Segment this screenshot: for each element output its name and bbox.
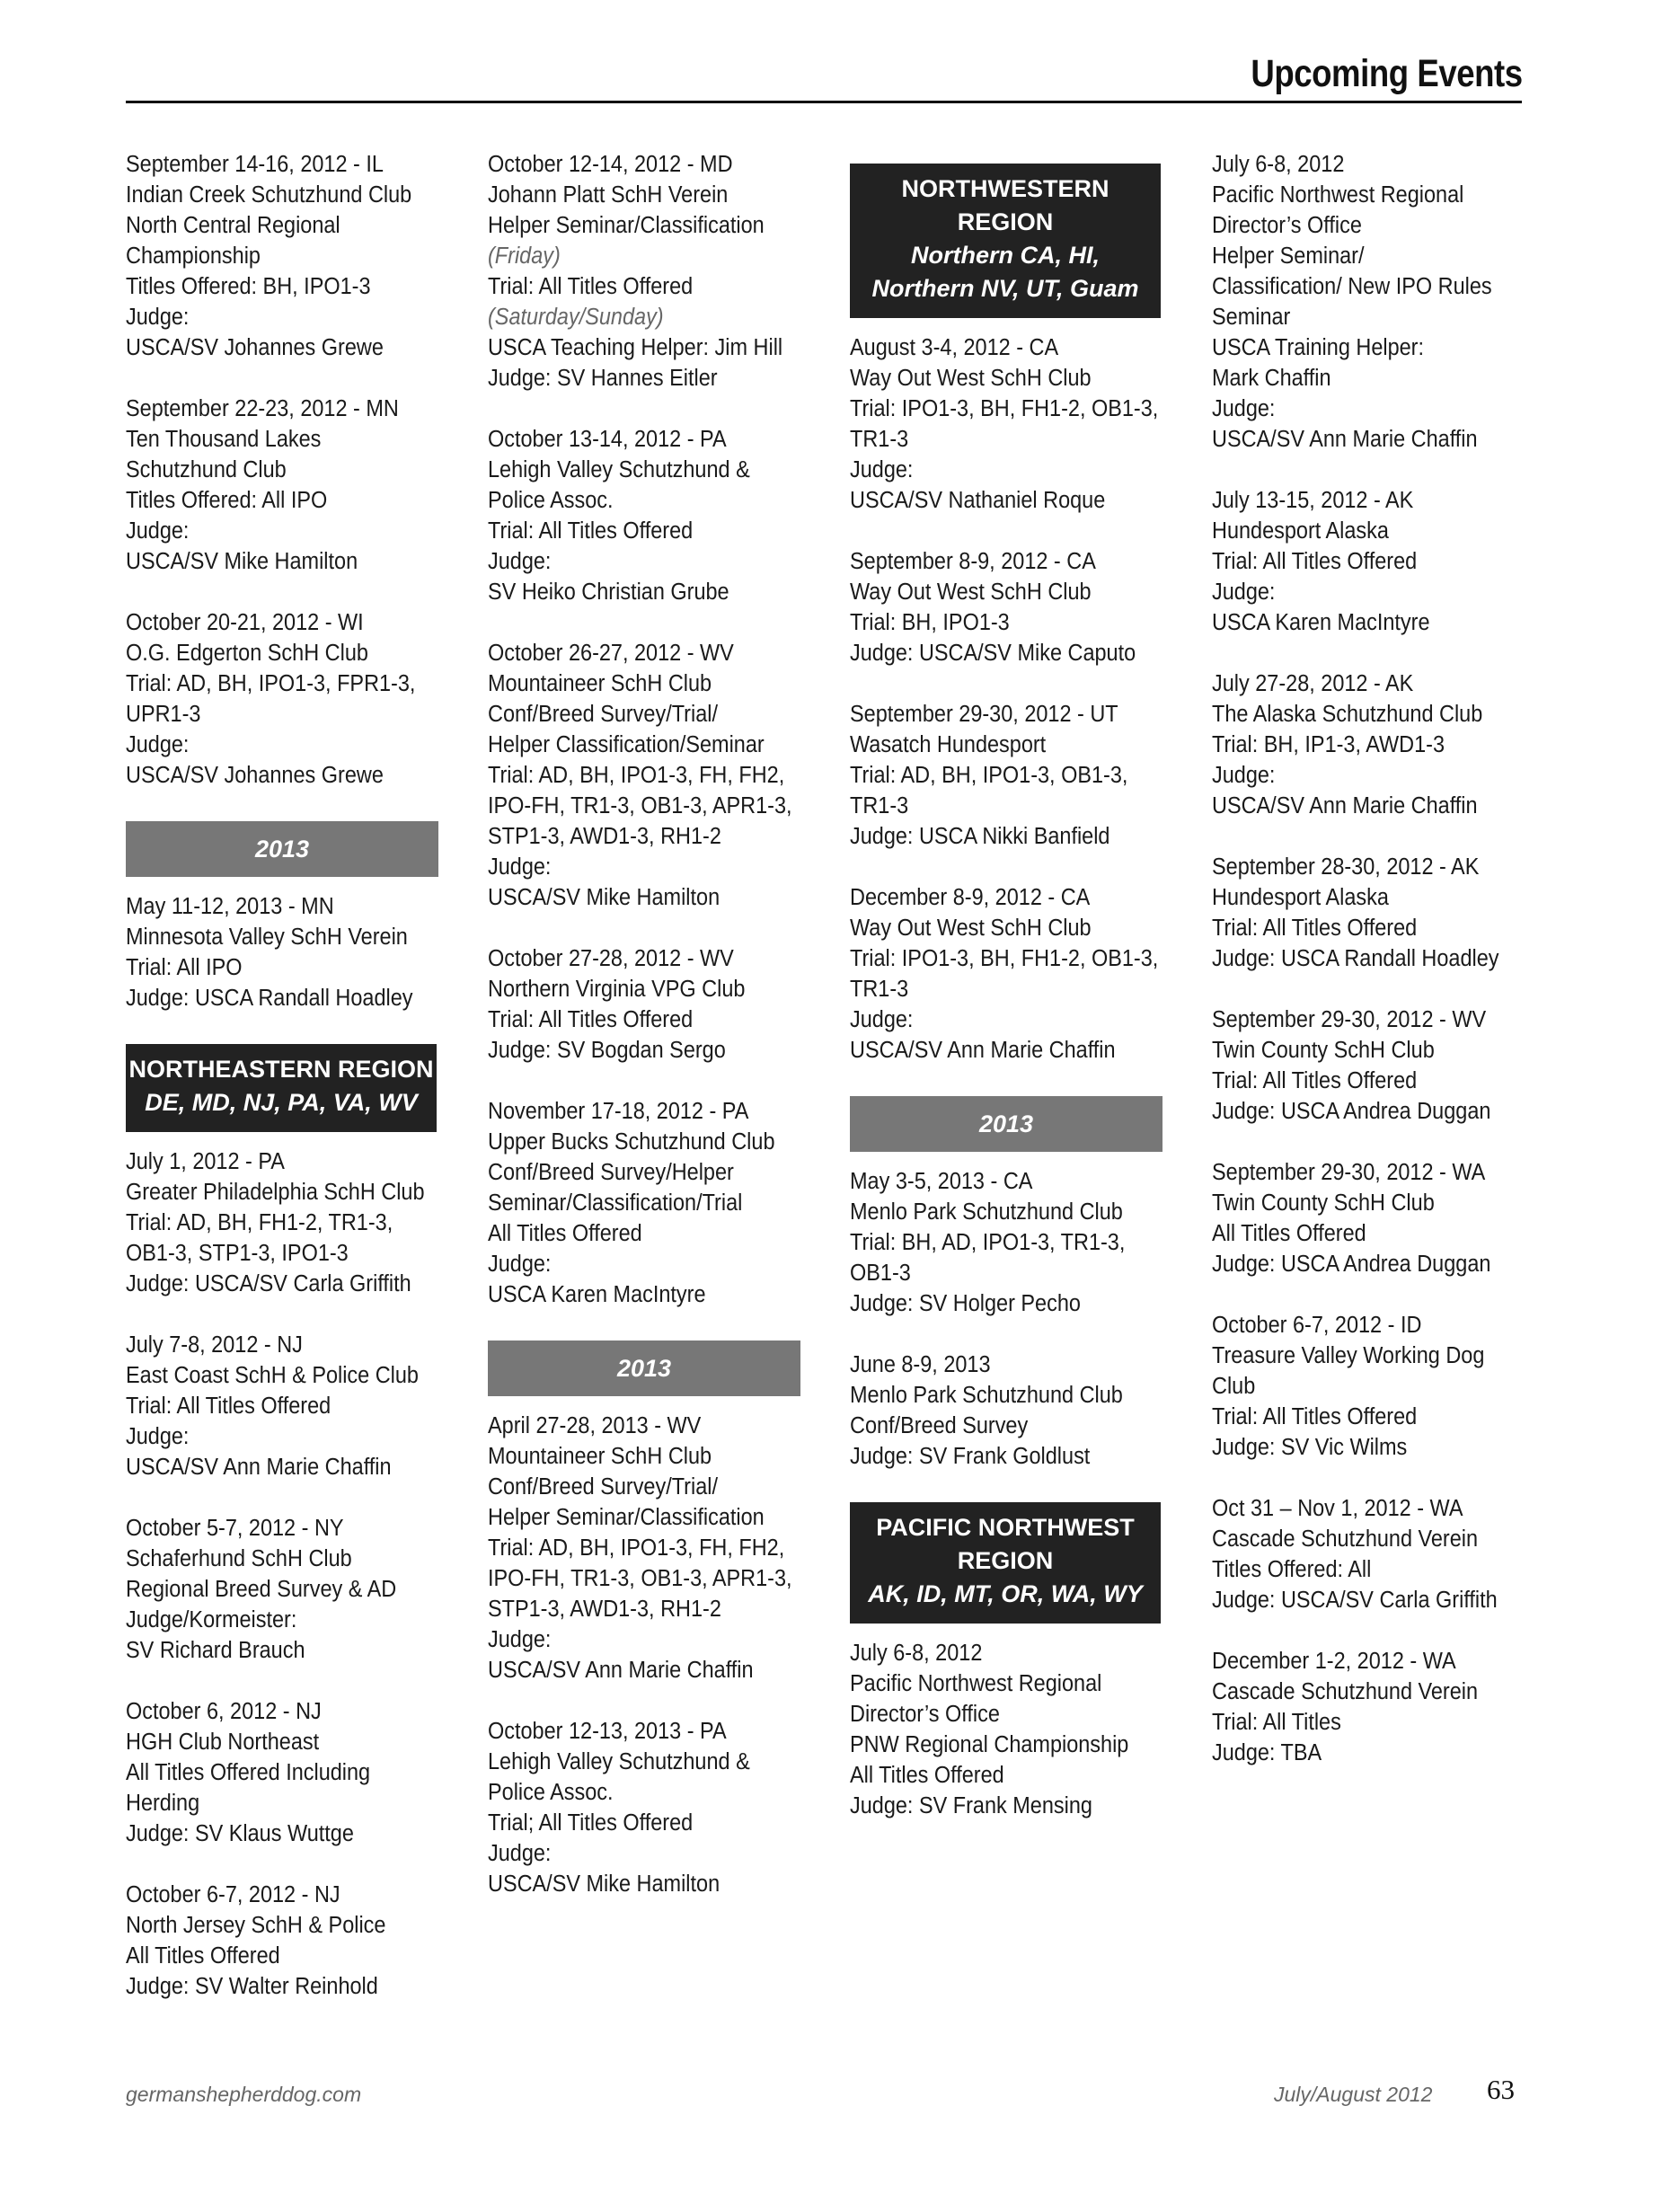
event-detail-line: UPR1-3 bbox=[126, 702, 201, 727]
event-detail-line: Trial: All Titles Offered bbox=[1212, 1068, 1418, 1093]
event-date: October 20-21, 2012 - WI bbox=[126, 610, 364, 635]
event-detail-line: All Titles Offered bbox=[850, 1763, 1004, 1788]
event-detail-line: Judge: bbox=[488, 1627, 552, 1652]
event-detail-line: Lehigh Valley Schutzhund & bbox=[488, 457, 750, 482]
event-date: October 12-14, 2012 - MD bbox=[488, 152, 733, 177]
event-detail-line: Trial: All Titles Offered bbox=[1212, 916, 1418, 941]
event-listing bbox=[126, 891, 442, 1013]
event-detail-line: Judge: SV Hannes Eitler bbox=[488, 366, 718, 391]
event-detail-line: Conf/Breed Survey/Trial/ bbox=[488, 702, 718, 727]
event-date: September 29-30, 2012 - WA bbox=[1212, 1160, 1486, 1185]
year-divider: 2013 bbox=[126, 821, 438, 877]
event-detail-line: SV Heiko Christian Grube bbox=[488, 580, 729, 605]
event-detail-line: Trial: AD, BH, IPO1-3, FH, FH2, bbox=[488, 1535, 785, 1561]
footer-website: germanshepherddog.com bbox=[126, 2083, 362, 2106]
event-detail-line: Championship bbox=[126, 243, 261, 269]
event-detail-line: Trial: All Titles Offered bbox=[126, 1394, 332, 1419]
event-date: October 5-7, 2012 - NY bbox=[126, 1516, 344, 1541]
event-detail-line: Judge: bbox=[1212, 763, 1276, 788]
event-detail-line: Conf/Breed Survey bbox=[850, 1413, 1029, 1438]
event-detail-line: Way Out West SchH Club bbox=[850, 916, 1092, 941]
event-detail-line: Upper Bucks Schutzhund Club bbox=[488, 1129, 775, 1155]
event-detail-line: USCA Teaching Helper: Jim Hill bbox=[488, 335, 783, 360]
event-detail-line: All Titles Offered bbox=[488, 1221, 642, 1246]
event-detail-line: Minnesota Valley SchH Verein bbox=[126, 925, 408, 950]
event-detail-line: Judge: USCA Randall Hoadley bbox=[126, 986, 413, 1011]
event-detail-line: Judge: bbox=[126, 732, 190, 757]
event-date: September 29-30, 2012 - UT bbox=[850, 702, 1118, 727]
event-listing bbox=[126, 1330, 442, 1482]
event-detail-line: TR1-3 bbox=[850, 793, 909, 818]
event-detail-line: USCA/SV Ann Marie Chaffin bbox=[488, 1658, 754, 1683]
event-listing bbox=[850, 1349, 1166, 1472]
event-detail-line: USCA/SV Johannes Grewe bbox=[126, 763, 384, 788]
event-detail-line: Trial: AD, BH, IPO1-3, OB1-3, bbox=[850, 763, 1128, 788]
event-listing bbox=[1212, 485, 1528, 638]
event-detail-line: Judge: SV Walter Reinhold bbox=[126, 1974, 378, 1999]
event-detail-line: Trial: All Titles Offered bbox=[1212, 549, 1418, 574]
event-detail-line: Trial: BH, IP1-3, AWD1-3 bbox=[1212, 732, 1445, 757]
event-date: October 6, 2012 - NJ bbox=[126, 1699, 322, 1724]
event-detail-line: USCA/SV Ann Marie Chaffin bbox=[850, 1038, 1116, 1063]
event-detail-line: All Titles Offered bbox=[1212, 1221, 1366, 1246]
event-detail-line: OB1-3, STP1-3, IPO1-3 bbox=[126, 1241, 349, 1266]
region-header bbox=[850, 1502, 1161, 1624]
event-detail-line: Menlo Park Schutzhund Club bbox=[850, 1199, 1123, 1225]
column-1 bbox=[126, 149, 442, 2032]
event-detail-line: Trial: AD, BH, FH1-2, TR1-3, bbox=[126, 1210, 393, 1235]
event-detail-line: Judge: SV Holger Pecho bbox=[850, 1291, 1081, 1316]
event-detail-line: Trial: AD, BH, IPO1-3, FPR1-3, bbox=[126, 671, 416, 696]
event-listing bbox=[126, 1513, 442, 1666]
event-detail-line: Hundesport Alaska bbox=[1212, 518, 1389, 544]
event-listing bbox=[850, 699, 1166, 852]
event-detail-line: Seminar/Classification/Trial bbox=[488, 1190, 743, 1216]
event-date: November 17-18, 2012 - PA bbox=[488, 1099, 749, 1124]
event-listing bbox=[126, 149, 442, 363]
region-states: Northern CA, HI, bbox=[910, 242, 1100, 269]
column-3 bbox=[850, 149, 1166, 1852]
event-date: August 3-4, 2012 - CA bbox=[850, 335, 1059, 360]
event-detail-line: Trial: IPO1-3, BH, FH1-2, OB1-3, bbox=[850, 396, 1159, 421]
event-detail-line: USCA/SV Mike Hamilton bbox=[488, 885, 720, 910]
event-date: September 22-23, 2012 - MN bbox=[126, 396, 399, 421]
event-detail-line: Helper Seminar/Classification bbox=[488, 1505, 765, 1530]
event-listing bbox=[850, 546, 1166, 668]
page-title: Upcoming Events bbox=[1251, 52, 1523, 95]
event-detail-line: Ten Thousand Lakes bbox=[126, 427, 322, 452]
event-detail-line: USCA/SV Mike Hamilton bbox=[488, 1871, 720, 1897]
event-detail-line: USCA Karen MacIntyre bbox=[1212, 610, 1430, 635]
event-detail-line: Judge/Kormeister: bbox=[126, 1607, 297, 1632]
event-detail-line: Judge: bbox=[488, 1252, 552, 1277]
event-detail-line: The Alaska Schutzhund Club bbox=[1212, 702, 1483, 727]
event-detail-line: All Titles Offered bbox=[126, 1943, 280, 1969]
event-detail-line: Helper Seminar/Classification bbox=[488, 213, 765, 238]
region-title: NORTHEASTERN REGION bbox=[128, 1056, 434, 1083]
event-detail-line: Judge: bbox=[126, 1424, 190, 1449]
event-date: December 1-2, 2012 - WA bbox=[1212, 1649, 1456, 1674]
event-detail-line: IPO-FH, TR1-3, OB1-3, APR1-3, bbox=[488, 793, 792, 818]
event-listing bbox=[1212, 1310, 1528, 1463]
event-listing bbox=[1212, 668, 1528, 821]
event-detail-line: Judge: SV Klaus Wuttge bbox=[126, 1821, 354, 1846]
event-detail-line: Judge: SV Bogdan Sergo bbox=[488, 1038, 726, 1063]
event-detail-line: STP1-3, AWD1-3, RH1-2 bbox=[488, 1597, 721, 1622]
region-header bbox=[850, 164, 1161, 318]
region-title: REGION bbox=[957, 208, 1054, 235]
event-detail-line: Titles Offered: All bbox=[1212, 1557, 1372, 1582]
event-detail-line: Judge: bbox=[1212, 396, 1276, 421]
event-detail-line: Judge: bbox=[126, 305, 190, 330]
event-detail-line: Police Assoc. bbox=[488, 1780, 614, 1805]
event-detail-line: USCA/SV Johannes Grewe bbox=[126, 335, 384, 360]
event-date: July 27-28, 2012 - AK bbox=[1212, 671, 1414, 696]
event-detail-line: USCA/SV Ann Marie Chaffin bbox=[1212, 793, 1478, 818]
event-listing bbox=[488, 1716, 804, 1899]
event-detail-line: USCA/SV Nathaniel Roque bbox=[850, 488, 1106, 513]
event-listing bbox=[1212, 852, 1528, 974]
event-detail-line: Mountaineer SchH Club bbox=[488, 671, 712, 696]
event-listing bbox=[488, 943, 804, 1066]
event-detail-line: Judge: USCA/SV Carla Griffith bbox=[1212, 1588, 1498, 1613]
event-date: October 13-14, 2012 - PA bbox=[488, 427, 727, 452]
event-detail-line: TR1-3 bbox=[850, 977, 909, 1002]
event-detail-line: Director’s Office bbox=[1212, 213, 1362, 238]
event-detail-line: Cascade Schutzhund Verein bbox=[1212, 1679, 1479, 1704]
event-detail-line: Johann Platt SchH Verein bbox=[488, 182, 729, 208]
event-detail-line: Conf/Breed Survey/Helper bbox=[488, 1160, 734, 1185]
event-detail-line: USCA/SV Ann Marie Chaffin bbox=[1212, 427, 1478, 452]
event-detail-line: Helper Classification/Seminar bbox=[488, 732, 765, 757]
region-states: AK, ID, MT, OR, WA, WY bbox=[868, 1580, 1143, 1607]
event-detail-line: Wasatch Hundesport bbox=[850, 732, 1047, 757]
event-detail-line: Northern Virginia VPG Club bbox=[488, 977, 746, 1002]
event-date: October 6-7, 2012 - NJ bbox=[126, 1882, 340, 1907]
event-detail-line: Judge: TBA bbox=[1212, 1740, 1322, 1765]
event-detail-line: Judge: bbox=[850, 457, 914, 482]
event-detail-line: Judge: SV Frank Mensing bbox=[850, 1793, 1092, 1818]
event-detail-line: (Saturday/Sunday) bbox=[488, 305, 664, 330]
event-date: September 29-30, 2012 - WV bbox=[1212, 1007, 1487, 1032]
event-detail-line: Treasure Valley Working Dog bbox=[1212, 1343, 1485, 1368]
event-detail-line: Pacific Northwest Regional bbox=[1212, 182, 1464, 208]
event-detail-line: Trial: All Titles Offered bbox=[488, 518, 694, 544]
event-date: July 6-8, 2012 bbox=[1212, 152, 1345, 177]
event-date: April 27-28, 2013 - WV bbox=[488, 1413, 702, 1438]
event-detail-line: Trial: All IPO bbox=[126, 955, 243, 980]
event-detail-line: Way Out West SchH Club bbox=[850, 366, 1092, 391]
event-date: October 26-27, 2012 - WV bbox=[488, 641, 734, 666]
event-listing bbox=[126, 1696, 442, 1849]
event-detail-line: Trial: IPO1-3, BH, FH1-2, OB1-3, bbox=[850, 946, 1159, 971]
event-detail-line: Judge: bbox=[488, 854, 552, 880]
year-divider: 2013 bbox=[488, 1340, 800, 1396]
event-listing bbox=[1212, 1493, 1528, 1615]
event-detail-line: Judge: USCA Nikki Banfield bbox=[850, 824, 1110, 849]
event-detail-line: Helper Seminar/ bbox=[1212, 243, 1365, 269]
event-listing bbox=[488, 638, 804, 913]
event-listing bbox=[1212, 1646, 1528, 1768]
event-listing bbox=[850, 882, 1166, 1066]
event-detail-line: OB1-3 bbox=[850, 1261, 911, 1286]
event-listing bbox=[488, 1096, 804, 1310]
event-date: September 8-9, 2012 - CA bbox=[850, 549, 1096, 574]
event-detail-line: North Central Regional bbox=[126, 213, 340, 238]
event-detail-line: Judge: bbox=[126, 518, 190, 544]
event-listing bbox=[126, 1880, 442, 2002]
event-detail-line: Trial; All Titles Offered bbox=[488, 1810, 694, 1836]
event-date: July 6-8, 2012 bbox=[850, 1641, 983, 1666]
event-detail-line: IPO-FH, TR1-3, OB1-3, APR1-3, bbox=[488, 1566, 792, 1591]
event-detail-line: Judge: USCA/SV Mike Caputo bbox=[850, 641, 1136, 666]
column-4 bbox=[1212, 149, 1528, 1799]
event-date: July 7-8, 2012 - NJ bbox=[126, 1332, 303, 1358]
event-date: October 12-13, 2013 - PA bbox=[488, 1719, 727, 1744]
event-date: October 6-7, 2012 - ID bbox=[1212, 1313, 1422, 1338]
event-detail-line: Judge: SV Vic Wilms bbox=[1212, 1435, 1408, 1460]
event-detail-line: Judge: bbox=[1212, 580, 1276, 605]
event-detail-line: STP1-3, AWD1-3, RH1-2 bbox=[488, 824, 721, 849]
event-date: October 27-28, 2012 - WV bbox=[488, 946, 734, 971]
event-listing bbox=[488, 1411, 804, 1686]
event-detail-line: Menlo Park Schutzhund Club bbox=[850, 1383, 1123, 1408]
event-detail-line: SV Richard Brauch bbox=[126, 1638, 305, 1663]
event-detail-line: Judge: USCA/SV Carla Griffith bbox=[126, 1271, 411, 1296]
region-header bbox=[126, 1044, 437, 1132]
event-listing bbox=[850, 1166, 1166, 1319]
event-detail-line: Twin County SchH Club bbox=[1212, 1190, 1435, 1216]
event-detail-line: Trial: All Titles Offered bbox=[1212, 1404, 1418, 1429]
event-detail-line: Seminar bbox=[1212, 305, 1291, 330]
event-date: September 28-30, 2012 - AK bbox=[1212, 854, 1480, 880]
event-detail-line: Judge: bbox=[488, 1841, 552, 1866]
region-title: NORTHWESTERN bbox=[901, 175, 1109, 202]
event-detail-line: Regional Breed Survey & AD bbox=[126, 1577, 397, 1602]
event-detail-line: HGH Club Northeast bbox=[126, 1730, 320, 1755]
event-detail-line: Schutzhund Club bbox=[126, 457, 287, 482]
event-listing bbox=[1212, 1157, 1528, 1279]
event-detail-line: Trial: All Titles Offered bbox=[488, 274, 694, 299]
event-date: July 1, 2012 - PA bbox=[126, 1149, 285, 1174]
event-detail-line: Trial: All Titles Offered bbox=[488, 1007, 694, 1032]
event-detail-line: Herding bbox=[126, 1791, 200, 1816]
event-date: July 13-15, 2012 - AK bbox=[1212, 488, 1414, 513]
event-detail-line: (Friday) bbox=[488, 243, 561, 269]
event-detail-line: Judge: bbox=[488, 549, 552, 574]
event-date: September 14-16, 2012 - IL bbox=[126, 152, 384, 177]
footer-issue-date: July/August 2012 bbox=[1274, 2083, 1433, 2106]
event-detail-line: Hundesport Alaska bbox=[1212, 885, 1389, 910]
event-detail-line: Judge: USCA Andrea Duggan bbox=[1212, 1099, 1491, 1124]
event-detail-line: Way Out West SchH Club bbox=[850, 580, 1092, 605]
event-listing bbox=[1212, 1004, 1528, 1127]
event-detail-line: PNW Regional Championship bbox=[850, 1732, 1129, 1757]
event-date: May 3-5, 2013 - CA bbox=[850, 1169, 1033, 1194]
event-detail-line: Judge: USCA Randall Hoadley bbox=[1212, 946, 1499, 971]
event-detail-line: Trial: BH, AD, IPO1-3, TR1-3, bbox=[850, 1230, 1126, 1255]
event-listing bbox=[1212, 149, 1528, 455]
event-detail-line: North Jersey SchH & Police bbox=[126, 1913, 386, 1938]
event-listing bbox=[850, 332, 1166, 516]
event-detail-line: Schaferhund SchH Club bbox=[126, 1546, 352, 1571]
event-detail-line: Judge: USCA Andrea Duggan bbox=[1212, 1252, 1491, 1277]
event-detail-line: Trial: BH, IPO1-3 bbox=[850, 610, 1010, 635]
event-date: December 8-9, 2012 - CA bbox=[850, 885, 1091, 910]
event-detail-line: Greater Philadelphia SchH Club bbox=[126, 1180, 425, 1205]
region-states: DE, MD, NJ, PA, VA, WV bbox=[145, 1089, 418, 1116]
event-detail-line: Lehigh Valley Schutzhund & bbox=[488, 1749, 750, 1774]
event-detail-line: Police Assoc. bbox=[488, 488, 614, 513]
event-listing bbox=[126, 1146, 442, 1299]
event-detail-line: USCA Training Helper: bbox=[1212, 335, 1425, 360]
event-listing bbox=[488, 149, 804, 394]
event-detail-line: Twin County SchH Club bbox=[1212, 1038, 1435, 1063]
event-detail-line: Trial: All Titles bbox=[1212, 1710, 1341, 1735]
region-title: REGION bbox=[957, 1547, 1054, 1574]
header-rule bbox=[126, 101, 1522, 103]
event-detail-line: Pacific Northwest Regional bbox=[850, 1671, 1102, 1696]
event-detail-line: Mountaineer SchH Club bbox=[488, 1444, 712, 1469]
year-divider: 2013 bbox=[850, 1096, 1163, 1152]
event-detail-line: Judge: SV Frank Goldlust bbox=[850, 1444, 1091, 1469]
event-date: May 11-12, 2013 - MN bbox=[126, 894, 334, 919]
event-detail-line: Judge: bbox=[850, 1007, 914, 1032]
event-detail-line: Trial: AD, BH, IPO1-3, FH, FH2, bbox=[488, 763, 785, 788]
event-detail-line: All Titles Offered Including bbox=[126, 1760, 371, 1785]
event-detail-line: Titles Offered: BH, IPO1-3 bbox=[126, 274, 371, 299]
event-detail-line: USCA Karen MacIntyre bbox=[488, 1282, 706, 1307]
event-date: June 8-9, 2013 bbox=[850, 1352, 991, 1377]
region-states: Northern NV, UT, Guam bbox=[871, 275, 1139, 302]
region-title: PACIFIC NORTHWEST bbox=[876, 1514, 1135, 1541]
event-listing bbox=[126, 394, 442, 577]
event-detail-line: Director’s Office bbox=[850, 1702, 1000, 1727]
event-detail-line: East Coast SchH & Police Club bbox=[126, 1363, 419, 1388]
page-number: 63 bbox=[1487, 2074, 1515, 2105]
event-detail-line: Titles Offered: All IPO bbox=[126, 488, 328, 513]
event-detail-line: TR1-3 bbox=[850, 427, 909, 452]
event-detail-line: Cascade Schutzhund Verein bbox=[1212, 1526, 1479, 1552]
event-detail-line: Classification/ New IPO Rules bbox=[1212, 274, 1492, 299]
event-detail-line: Conf/Breed Survey/Trial/ bbox=[488, 1474, 718, 1500]
column-2 bbox=[488, 149, 804, 1930]
event-detail-line: USCA/SV Mike Hamilton bbox=[126, 549, 358, 574]
event-detail-line: Mark Chaffin bbox=[1212, 366, 1331, 391]
event-listing bbox=[488, 424, 804, 607]
event-listing bbox=[850, 1638, 1166, 1821]
event-listing bbox=[126, 607, 442, 791]
event-detail-line: O.G. Edgerton SchH Club bbox=[126, 641, 368, 666]
event-date: Oct 31 – Nov 1, 2012 - WA bbox=[1212, 1496, 1463, 1521]
event-detail-line: USCA/SV Ann Marie Chaffin bbox=[126, 1455, 392, 1480]
event-detail-line: Indian Creek Schutzhund Club bbox=[126, 182, 412, 208]
event-detail-line: Club bbox=[1212, 1374, 1256, 1399]
